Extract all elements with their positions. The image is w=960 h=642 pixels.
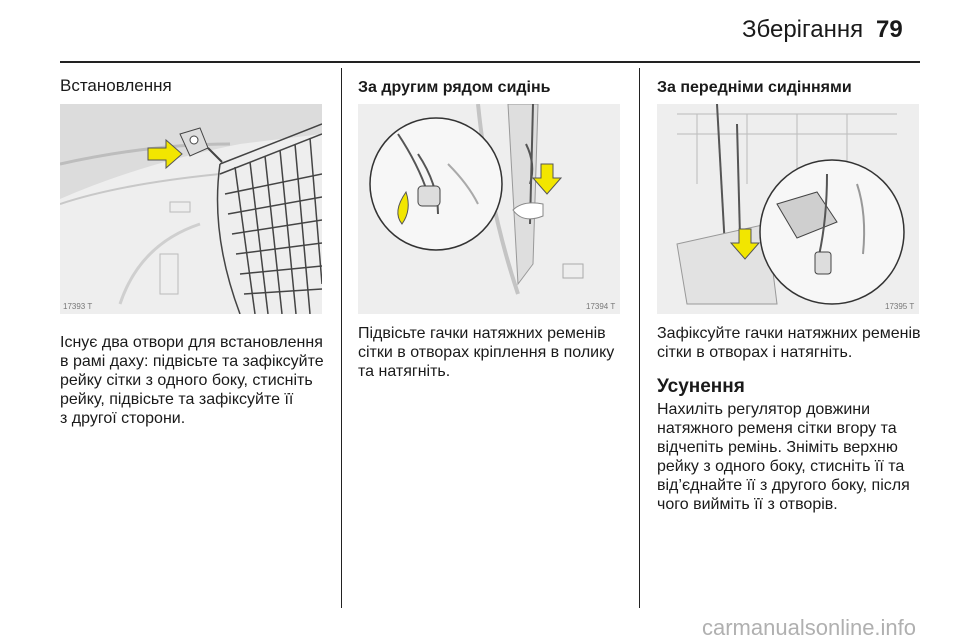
header-divider bbox=[60, 61, 920, 63]
column-1-title: Встановлення bbox=[60, 76, 172, 95]
removal-heading: Усунення bbox=[657, 376, 745, 397]
column-2-paragraph: Підвісьте гачки натяжних ременів сітки в отворах кріплення в полику та натягніть. bbox=[358, 325, 615, 380]
illustration-cargo-net-installation bbox=[60, 104, 322, 314]
illustration-net-behind-second-row bbox=[358, 104, 620, 314]
figure-code: 17393 T bbox=[63, 302, 93, 311]
column-1-paragraph: Існує два отвори для встановлення в рамі даху: підвісьте та зафіксуйте рейку сітки з одного боку, стисніть рейку, підвісьте та зафіксуйте її з другої сторони. bbox=[60, 334, 324, 427]
section-title: Зберігання bbox=[742, 16, 864, 43]
figure-code: 17395 T bbox=[885, 302, 915, 311]
column-3-paragraph: Зафіксуйте гачки натяжних ременів сітки в отворах і натягніть. bbox=[657, 325, 921, 361]
column-divider-1 bbox=[341, 68, 342, 608]
site-watermark: carmanualsonline.info bbox=[702, 615, 917, 640]
removal-paragraph: Нахиліть регулятор довжини натяжного ременя сітки вгору та відчепіть ремінь. Зніміть верхню рейку з одного боку, стисніть її та від’єднайте її з другого боку, після чого вийміть її з отворів. bbox=[657, 401, 910, 513]
column-3-title: За передніми сидіннями bbox=[657, 79, 852, 96]
column-divider-2 bbox=[639, 68, 640, 608]
figure-code: 17394 T bbox=[586, 302, 616, 311]
page-number: 79 bbox=[876, 16, 903, 43]
illustration-net-behind-front-seats bbox=[657, 104, 919, 314]
column-2-title: За другим рядом сидінь bbox=[358, 79, 551, 96]
